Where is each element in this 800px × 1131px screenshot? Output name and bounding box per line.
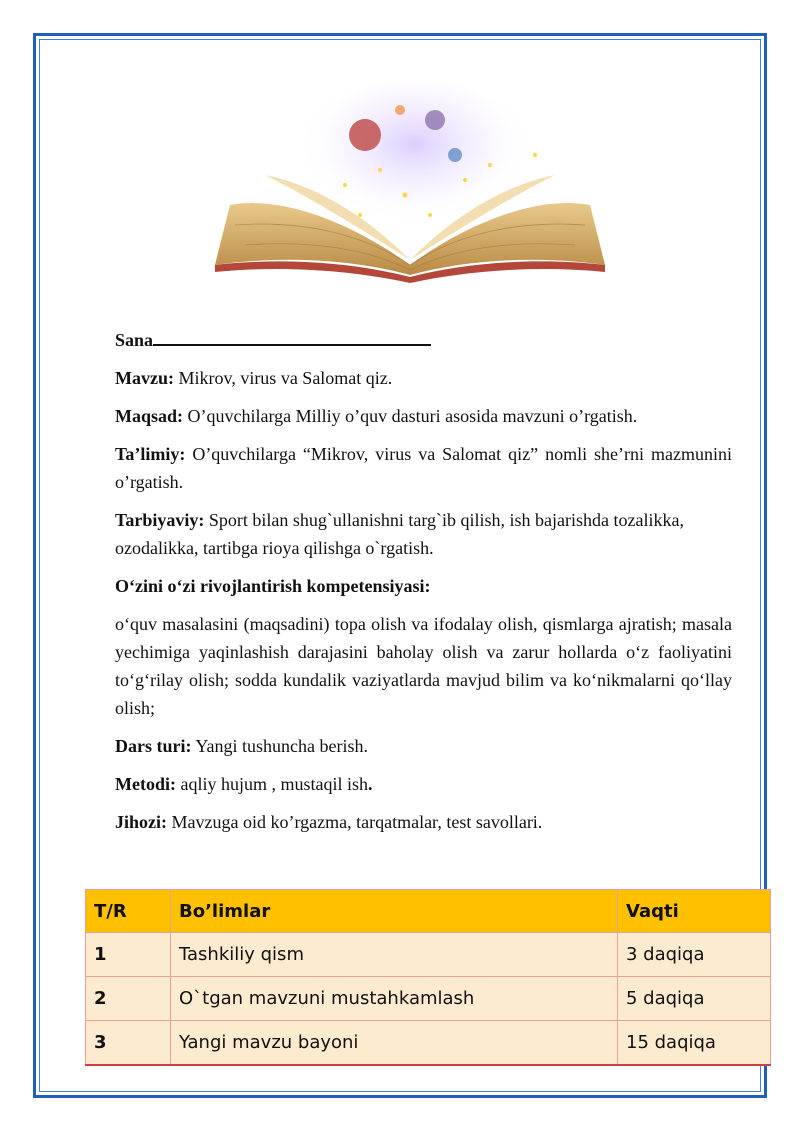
header-number: T/R <box>86 890 171 933</box>
open-book-icon <box>205 75 615 295</box>
goal-paragraph: Maqsad: O’quvchilarga Milliy o’quv dasturi asosida mavzuni o’rgatish. <box>115 406 638 426</box>
row-time: 5 daqiqa <box>618 977 771 1021</box>
row-number: 1 <box>86 933 171 977</box>
row-section: O`tgan mavzuni mustahkamlash <box>171 977 618 1021</box>
method-paragraph: Metodi: aqliy hujum , mustaqil ish. <box>115 774 373 794</box>
lesson-structure-table <box>85 889 771 1066</box>
header-sections: Bo’limlar <box>171 890 618 933</box>
row-number: 3 <box>86 1021 171 1066</box>
row-number: 2 <box>86 977 171 1021</box>
date-blank-line <box>153 328 431 346</box>
table-row <box>86 977 771 1021</box>
lesson-plan-content <box>115 326 732 846</box>
topic-paragraph: Mavzu: Mikrov, virus va Salomat qiz. <box>115 368 393 388</box>
upbringing-paragraph: Tarbiyaviy: Sport bilan shug`ullanishni targ`ib qilish, ish bajarishda tozalikka, ozodalikka, tartibga rioya qilishga o`rgatish. <box>115 510 684 558</box>
date-field: Sana <box>115 326 732 354</box>
table-row <box>86 1021 771 1066</box>
table-header-row <box>86 890 771 933</box>
lesson-type-paragraph: Dars turi: Yangi tushuncha berish. <box>115 736 368 756</box>
equipment-paragraph: Jihozi: Mavzuga oid ko’rgazma, tarqatmalar, test savollari. <box>115 812 543 832</box>
row-time: 3 daqiqa <box>618 933 771 977</box>
competence-heading: O‘zini o‘zi rivojlantirish kompetensiyasi: <box>115 576 431 596</box>
row-section: Yangi mavzu bayoni <box>171 1021 618 1066</box>
row-time: 15 daqiqa <box>618 1021 771 1066</box>
educational-paragraph: Ta’limiy: O’quvchilarga “Mikrov, virus va Salomat qiz” nomli she’rni mazmunini o’rgatish. <box>115 444 732 492</box>
competence-paragraph: o‘quv masalasini (maqsadini) topa olish va ifodalay olish, qismlarga ajratish; masala yechimiga yaqinlashish darajasini baholay olish va zarur hollarda o‘z faoliyatini to‘g‘rilay olish; sodda kundalik vaziyatlarda mavjud bilim va ko‘nikmalarni qo‘llay olish; <box>115 614 732 718</box>
table-row <box>86 933 771 977</box>
header-time: Vaqti <box>618 890 771 933</box>
row-section: Tashkiliy qism <box>171 933 618 977</box>
